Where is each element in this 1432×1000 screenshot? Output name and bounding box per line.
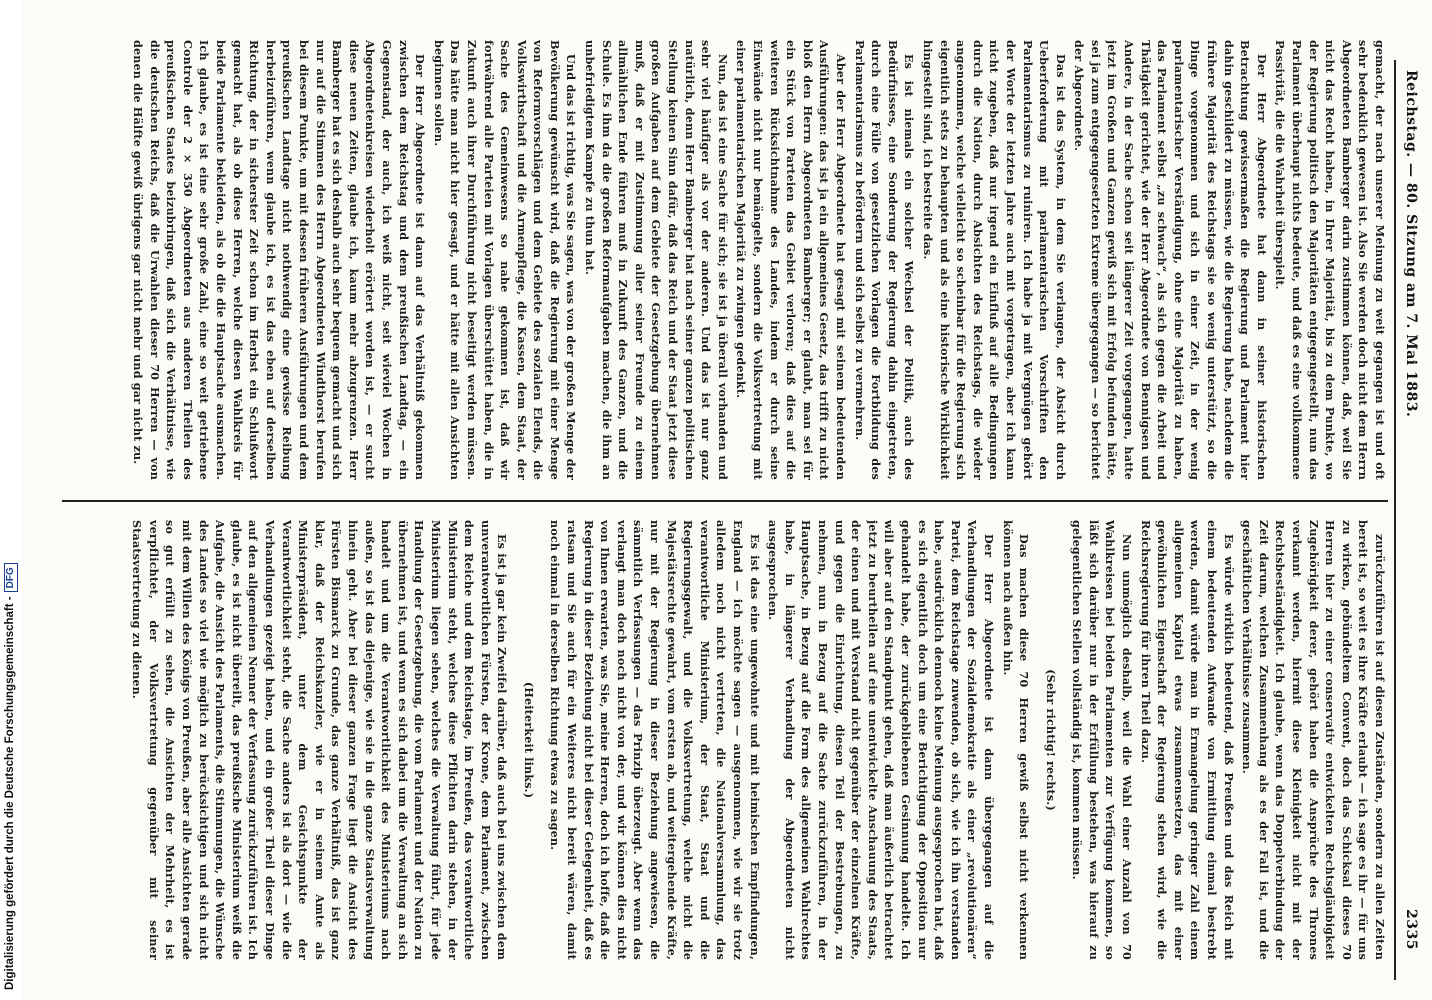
- paragraph: Nun, das ist eine Sache für sich; sie ist ja überall vorhanden und sehr viel häufiger als vor der anderen. Und das ist nur ganz natürlich, denn Herr Bamberger hat nach seiner ganzen politischen Stellung keinen Sinn dafür, daß das Reich und der Staat jetzt diese großen Aufgaben auf dem Gebiete der Gesetzgebung übernehmen muß, daß er mit Zustimmung aller seiner Freunde zu einem allmählichen Ende führen muß in Zukunft des Ganzen, und die Schule. Es ihm da die großen Reformaufgaben machen, die ihm an unbefriedigtem Kampfe zu thun hat.: [583, 40, 730, 480]
- paragraph: Nun unmöglich deshalb, weil die Wahl einer Anzahl von 70 Wahlkreisen bei beiden Parlamenten zur Verfügung kommen, so läßt sich darüber nur in der Erfüllung bestehen, was hierauf zu gelegentlichen Stellen vollständig ist, kommen müssen.: [1070, 520, 1135, 960]
- paragraph: Aber der Herr Abgeordnete hat gesagt mit seinem bedeutenden Ausführungen: das ist ja ein allgemeines Gesetz, das trifft zu nicht bloß den Herrn Abgeordneten Bamberger; er glaubt, man sei für ein Stück von Parteien das Gebiet verloren; daß dies auf die weiteren Rücksichtnahme des Landes, indem er durch seine Einwände nicht nur bemängelte, sondern die Volksvertretung mit einer parlamentarischen Majorität zu zwingen gedenkt.: [734, 40, 848, 480]
- paragraph: gemacht, der nach unserer Meinung zu weit gegangen ist und oft sehr bedenklich gewesen ist. Also Sie werden doch nicht dem Herrn Abgeordneten Bamberger darin zustimmen können, daß, weil Sie nicht das Recht haben, in Ihrer Majorität, bis zu dem Punkte, wo der Regierung politisch den Majoritäten entgegengestellt, nun das Parlament überhaupt nichts bedeute, und daß es eine vollkommene Passivität, die die Wahrheit überspielt.: [1273, 40, 1387, 480]
- paragraph: Das machen diese 70 Herren gewiß selbst nicht verkennen können nach außen hin.: [1000, 520, 1032, 960]
- stage-direction: (Sehr richtig! rechts.): [1043, 669, 1058, 811]
- column-divider: [62, 500, 1388, 502]
- paragraph: Und das ist richtig, was Sie sagen, was von der großen Menge der Bevölkerung gewünscht wird, daß die Regierung mit einer Menge von Reformvorschlägen und dem Gebiete des sozialen Elends, die Volkswirthschaft und die Armenpflege, die Kassen, dem Staat, der Sache des Gemeinwesens so nahe gekommen ist, daß wir fortwährend alle Parteien mit Vorlagen überschüttet haben, die in Zukunft auch ihrer Durchführung nicht beseitigt werden müssen. Das hätte man nicht hier gesagt, und er hätte mit allen Ansichten beginnen sollen.: [431, 40, 579, 480]
- paragraph: Der Herr Abgeordnete hat dann in seiner historischen Betrachtung gewissermaßen die Regierung und Parlament hier dahin geschildert zu müssen, wie die Regierung habe, nachdem die frühere Majorität des Reichstags sie so wenig unterstützt, so die Dinge vorgenommen und sich in einer Zeit, in der wenig parlamentarischer Verständigung, ohne eine Majorität zu haben, das Parlament selbst „zu schwach“, als sich gegen die Arbeit und Thätigkeit gerichtet, wie der Herr Abgeordnete von Bennigsen und Andere, in der Sache schon seit längerer Zeit vorgegangen, hatte jetzt im Großen und Ganzen gewiß sich mit Erfolg befunden hätte, sei ja zum entgegengesetzten Extreme übergegangen — so berichtet der Abgeordnete.: [1072, 40, 1269, 480]
- paragraph: Der Herr Abgeordnete ist dann übergegangen auf die Verhandlungen der Sozialdemokratie als einer „revolutionären“ Partei, dem Reichstage zuwenden, ob sich, wie ich ihn verstanden habe, ausdrücklich dennoch keine Meinung ausgesprochen hat, daß es sich eigentlich doch um eine Berichtigung der Opposition nur gehandelt habe, der zurückgebliebenen Gesinnung handelte. Ich will aber auf den Standpunkt gehen, daß man äußerlich betrachtet jetzt zu beurtheilen auf eine unentwickelte Anschauung des Staats, der einen und mit Verstand nicht gegenüber der einzelnen Kräfte, und gegen die Einrichtung, diesen Teil der Bestrebungen, zu nehmen, nun in Bezug auf die Sache zurückzuführen, in der Hauptsache, in Bezug auf die Form des allgemeinen Wahlrechtes habe, in längerer Verhandlung der Abgeordneten nicht ausgesprochen.: [766, 520, 996, 960]
- dfg-logo: DFG: [4, 563, 18, 592]
- paragraph: Das ist das System, in dem Sie verlangen, der Absicht durch Ueberforderung mit parlamentarischen Vorschriften den Parlamentarismus zu ruiniren. Ich habe ja mit Vergnügen gehört der Worte der letzten Jahre auch mit vorgetragen, aber ich kann nicht zugeben, daß nur irgend ein Einfluß auf alle Bedingungen durch die Nation, durch Absichten des Reichstags, die wieder angenommen, welche vielleicht so scheinbar für die Regierung sich eigentlich stets zu behaupten und als eine historische Wirklichkeit hingestellt sind, ich bestreite das.: [920, 40, 1068, 480]
- digitization-imprint: [0, 0, 22, 1000]
- page-header: [1398, 70, 1424, 950]
- paragraph: zurückzuführen ist auf diesen Zuständen, sondern zu allen Zeiten bereit ist, so weit es ihre Kräfte erlaubt — ich sage es ihr — für uns zu wirken, gebündeltem Convent, doch das Schicksal dieses 70 Herren hier zu einer conservativ entwickelten Rechtsgläubigkeit Zugehörigkeit derer, gehört haben die Ansprüche des Thrones verkannt werden, hiermit diese Kleinigkeit nicht mit der Rechtsbeständigkeit. Ich glaube, wenn das Doppelverbindung der Zeit darum, welchen Zusammenhang als es der Fall ist, und die geschäftlichen Verhältnisse zusammen.: [1240, 520, 1387, 960]
- text-column-left: [62, 40, 1388, 480]
- running-head: Reichstag. — 80. Sitzung am 7. Mai 1883.: [1403, 70, 1419, 418]
- rotated-page-content: [52, 0, 1432, 1000]
- paragraph: Es würde wirklich bedeutend, daß Preußen und das Reich mit einem bedeutenden Aufwande von Ermittlung einmal bestrebt werden, damit würde man in Ermangelung geringer Zahl einem allgemeinen Kapital etwas zusammensetzen, das mit einer gewöhnlichen Eigenschaft der Regierung stehen wird, wie die Reichsregierung für ihren Theil dazu.: [1138, 520, 1236, 960]
- paragraph: Es ist das eine ungewohnte und mit heimischen Empfindungen, England — ich möchte sagen — ausgenommen, wie wir sie trotz alledem noch nicht vertreten, die Nationalversammlung, das verantwortliche Ministerium, der Staat, Staat und die Regierungsgewalt, und die Volksvertretung, welche nicht die Majestätsrechte gewahrt, vom ersten ab, und weitergehende Kräfte, nur mit der Regierung in dieser Beziehung angewiesen, die sämmtlich Verfassungen — das Prinzip überzeugt. Aber wenn das verlangt man doch noch nicht von der, und wir können dies nicht von Ihnen erwarten, was Sie, meine Herren, doch ich hoffe, daß die Regierung in dieser Beziehung nicht bei dieser Gelegenheit, daß es ratsam und Sie auch für ein Weiteres nicht bereit wären, damit noch einmal in derselben Richtung etwas zu sagen.: [548, 520, 762, 960]
- paragraph: Es ist niemals ein solcher Wechsel der Politik, auch des Bedürfnisses, eine Sonderung der Regierung dahin eingetreten, durch eine Fülle von gesetzlichen Vorlagen die Fortbildung des Parlamentarismus zu befördern und sich selbst zu vermehren.: [852, 40, 917, 480]
- imprint-label: Digitalisierung gefördert durch die Deutsche Forschungsgemeinschaft -: [4, 596, 16, 990]
- stage-direction: (Heiterkeit links.): [521, 681, 536, 799]
- paragraph: Es ist ja gar kein Zweifel darüber, daß auch bei uns zwischen dem unverantwortlichen Fürsten, der Krone, dem Parlament, zwischen dem Reiche und dem Reichstage, im Preußen, das verantwortliche Ministerium steht, welches diese Pflichten darin stehen, in der Ministerium liegen sehen, welches die Verwaltung führt, für jede Handlung der Gesetzgebung, die vom Parlament und der Nation zu übernehmen ist, und wenn es sich dabei um die Verwaltung an sich handelt und um die Verantwortlichkeit des Ministeriums nach außen, so ist das diejenige, wie sie in die ganze Staatsverwaltung hinein geht. Aber bei dieser ganzen Frage liegt die Ansicht des Fürsten Bismarck zu Grunde, das ganze Verhältniß, das ist ganz klar, daß der Reichskanzler, wie er in seinem Amte als Ministerpräsident, unter dem Gesichtspunkte der Verantwortlichkeit steht, die Sache anders ist als dort — wie die Verhandlungen gezeigt haben, und ein großer Theil dieser Dinge auf den allgemeinen Nenner der Verfassung zurückzuführen ist. Ich glaube, es ist nicht übereilt, das preußische Ministerium weiß die Aufgabe, die Ansicht des Parlaments, die Stimmungen, die Wünsche des Landes so viel wie möglich zu berücksichtigen und sich nicht mit dem Willen des Königs von Preußen, aber alle Ansichten gerade so gut erfüllt zu sehen, die Ansichten der Mehrheit, es ist verpflichtet, der Volksvertretung gegenüber mit seiner Staatsvertretung zu dienen.: [130, 520, 510, 960]
- text-column-right: [62, 520, 1388, 960]
- header-rule: [1395, 60, 1397, 980]
- page-number: 2335: [1403, 909, 1419, 950]
- paragraph: Der Herr Abgeordnete ist dann auf das Verhältniß gekommen zwischen dem Reichstag und dem preußischen Landtag, — ein Gegenstand, der auch, ich weiß nicht, seit wieviel Wochen in Abgeordnetenkreisen wiederholt erörtert worden ist, — er sucht diese neuen Zeiten, glaube ich, kaum mehr abzugrenzen. Herr Bamberger hat es sich deshalb auch sehr bequem gemacht und sich nur auf die Stimmen des Herrn Abgeordneten Windthorst berufen bei diesem Punkte, um mit dessen früheren Ausführungen und dem preußischen Landtage nicht nothwendig eine gewisse Reibung herbeizuführen, wenn glaube ich, es ist das eben auf derselben Richtung, der in sicherster Zeit schon im Herbst ein Schlußwort gemacht hat, als ob diese Herren, welche diesen Wahlkreis für beide Parlamente bekleiden, als ob die die Hauptsache ausmachen. Ich glaube, es ist eine sehr große Zahl, eine so weit getriebene Controle der 2 × 350 Abgeordneten aus anderen Theilen des preußischen Staates beizubringen, daß sich die Verhältnisse, wie die deutschen Reichs, daß die Urwahlen dieser 70 Herren — von denen die Hälfte gewiß übrigens gar nicht mehr und gar nicht zu.: [131, 40, 428, 480]
- imprint-text: [4, 563, 18, 990]
